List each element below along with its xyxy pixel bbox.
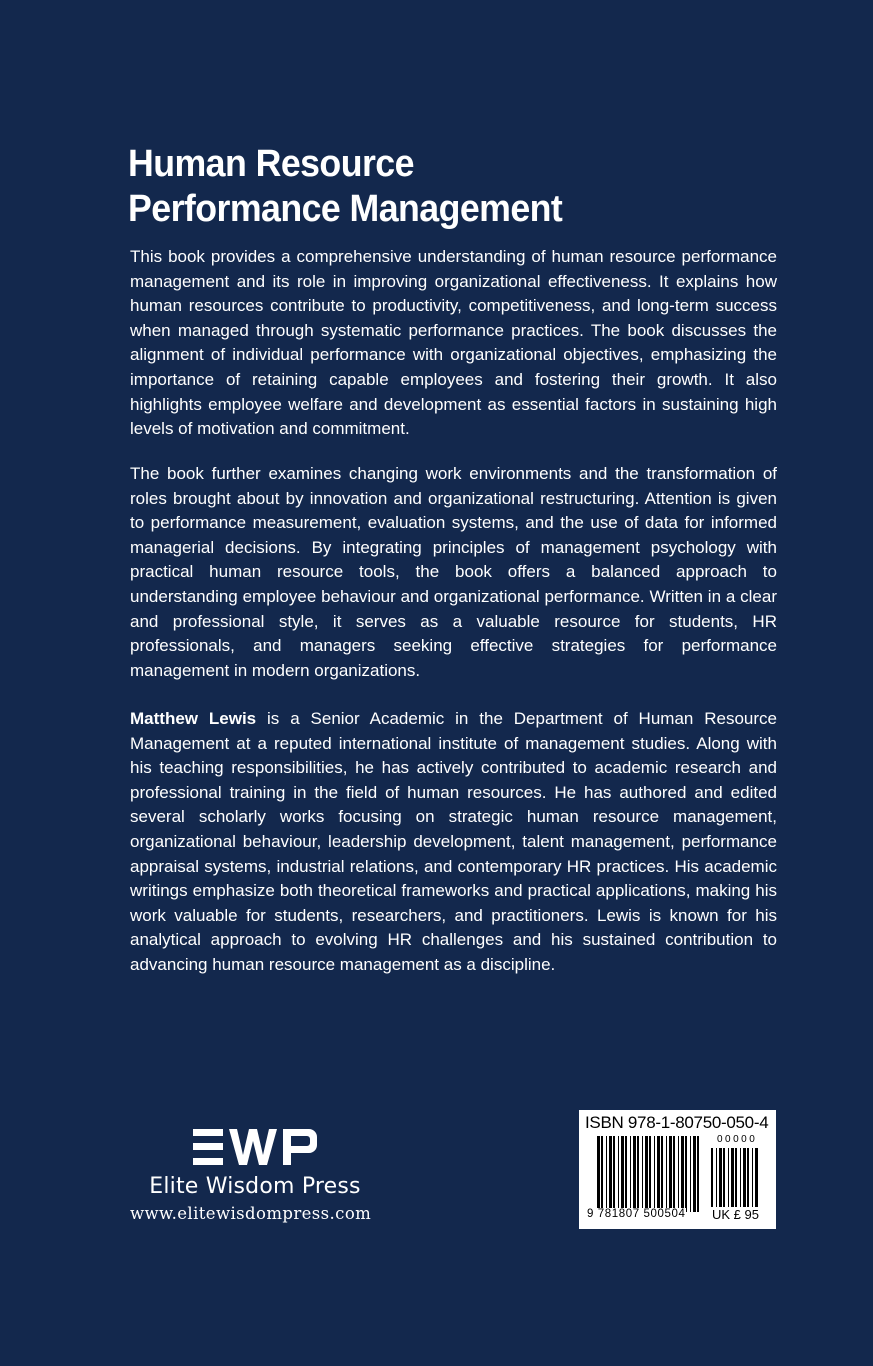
barcode-bar [642,1136,643,1212]
barcode-bar [673,1136,675,1212]
barcode-bar [661,1136,663,1212]
barcode-bar [669,1136,672,1212]
publisher-url[interactable]: www.elitewisdompress.com [130,1204,372,1223]
title-line-1: Human Resource [128,143,414,185]
author-bio [130,707,777,978]
title-line-2: Performance Management [128,188,563,230]
barcode-digits: 9 781807 500504 [587,1208,686,1220]
book-title [128,142,748,232]
addon-code: 00000 [717,1134,758,1145]
author-name: Matthew Lewis [130,709,257,728]
barcode-bar [740,1148,741,1212]
barcode-bar [666,1136,667,1212]
barcode-bar [723,1148,725,1212]
barcode-bar [731,1148,734,1212]
barcode-bar [633,1136,636,1212]
barcode-bar [711,1148,713,1212]
barcode-bars [583,1134,772,1214]
barcode-bar [609,1136,612,1212]
barcode-bar [728,1148,729,1212]
description-paragraph-1: This book provides a comprehensive understanding of human resource performance management and its role in improving organizational effectiveness. It explains how human resources contribute to productivity, competitiveness, and long-term success when managed through systematic performance practices. The book discusses the alignment of individual performance with organizational objectives, emphasizing the importance of retaining capable employees and fostering their growth. It also highlights employee welfare and development as essential factors in sustaining high levels of motivation and commitment. [130,247,777,439]
barcode-bar [693,1136,696,1212]
barcode-bar [685,1136,687,1212]
barcode-bar [690,1136,691,1212]
barcode-bar [735,1148,737,1212]
publisher-logo [191,1127,319,1167]
barcode-bar [637,1136,639,1212]
barcode-bar [613,1136,615,1212]
isbn-label: ISBN 978-1-80750-050-4 [585,1113,769,1132]
publisher-block [130,1127,380,1225]
author-bio-text: is a Senior Academic in the Department of Human Resource Management at a reputed international institute of management studies. Along with his teaching responsibilities, he has actively contributed to academic research and professional training in the field of human resources. He has authored and edited several scholarly works focusing on strategic human resource management, organizational behaviour, leadership development, talent management, performance appraisal systems, industrial relations, and contemporary HR practices. His academic writings emphasize both theoretical frameworks and practical applications, making his work valuable for students, researchers, and practitioners. Lewis is known for his analytical approach to evolving HR challenges and his sustained contribution to advancing human resource management as a discipline. [130,709,777,974]
barcode-bar [621,1136,624,1212]
publisher-name: Elite Wisdom Press [149,1174,361,1199]
barcode-bar [678,1136,679,1212]
barcode-bar [719,1148,722,1212]
barcode-bar [681,1136,684,1212]
barcode-bar [755,1148,758,1212]
barcode-bar [697,1136,699,1212]
barcode-bar [649,1136,651,1212]
barcode-bar [657,1136,660,1212]
barcode-bar [606,1136,607,1212]
barcode-bar [752,1148,753,1212]
main-barcode [597,1136,699,1212]
addon-barcode [711,1148,758,1212]
barcode-bar [654,1136,655,1212]
barcode-bar [618,1136,619,1212]
isbn-barcode [579,1110,776,1229]
barcode-bar [743,1148,746,1212]
description-paragraph-2: The book further examines changing work environments and the transformation of roles brought about by innovation and organizational restructuring. Attention is given to performance measurement, evaluation systems, and the use of data for informed managerial decisions. By integrating principles of management psychology with practical human resource tools, the book offers a balanced approach to understanding employee behaviour and organizational performance. Written in a clear and professional style, it serves as a valuable resource for students, HR professionals, and managers seeking effective strategies for performance management in modern organizations. [130,464,777,680]
barcode-bar [645,1136,648,1212]
barcode-bar [716,1148,717,1212]
barcode-bar [630,1136,631,1212]
barcode-bar [601,1136,603,1212]
barcode-bar [747,1148,749,1212]
barcode-bar [625,1136,627,1212]
price-label: UK £ 95 [712,1207,759,1222]
barcode-bar [597,1136,600,1212]
